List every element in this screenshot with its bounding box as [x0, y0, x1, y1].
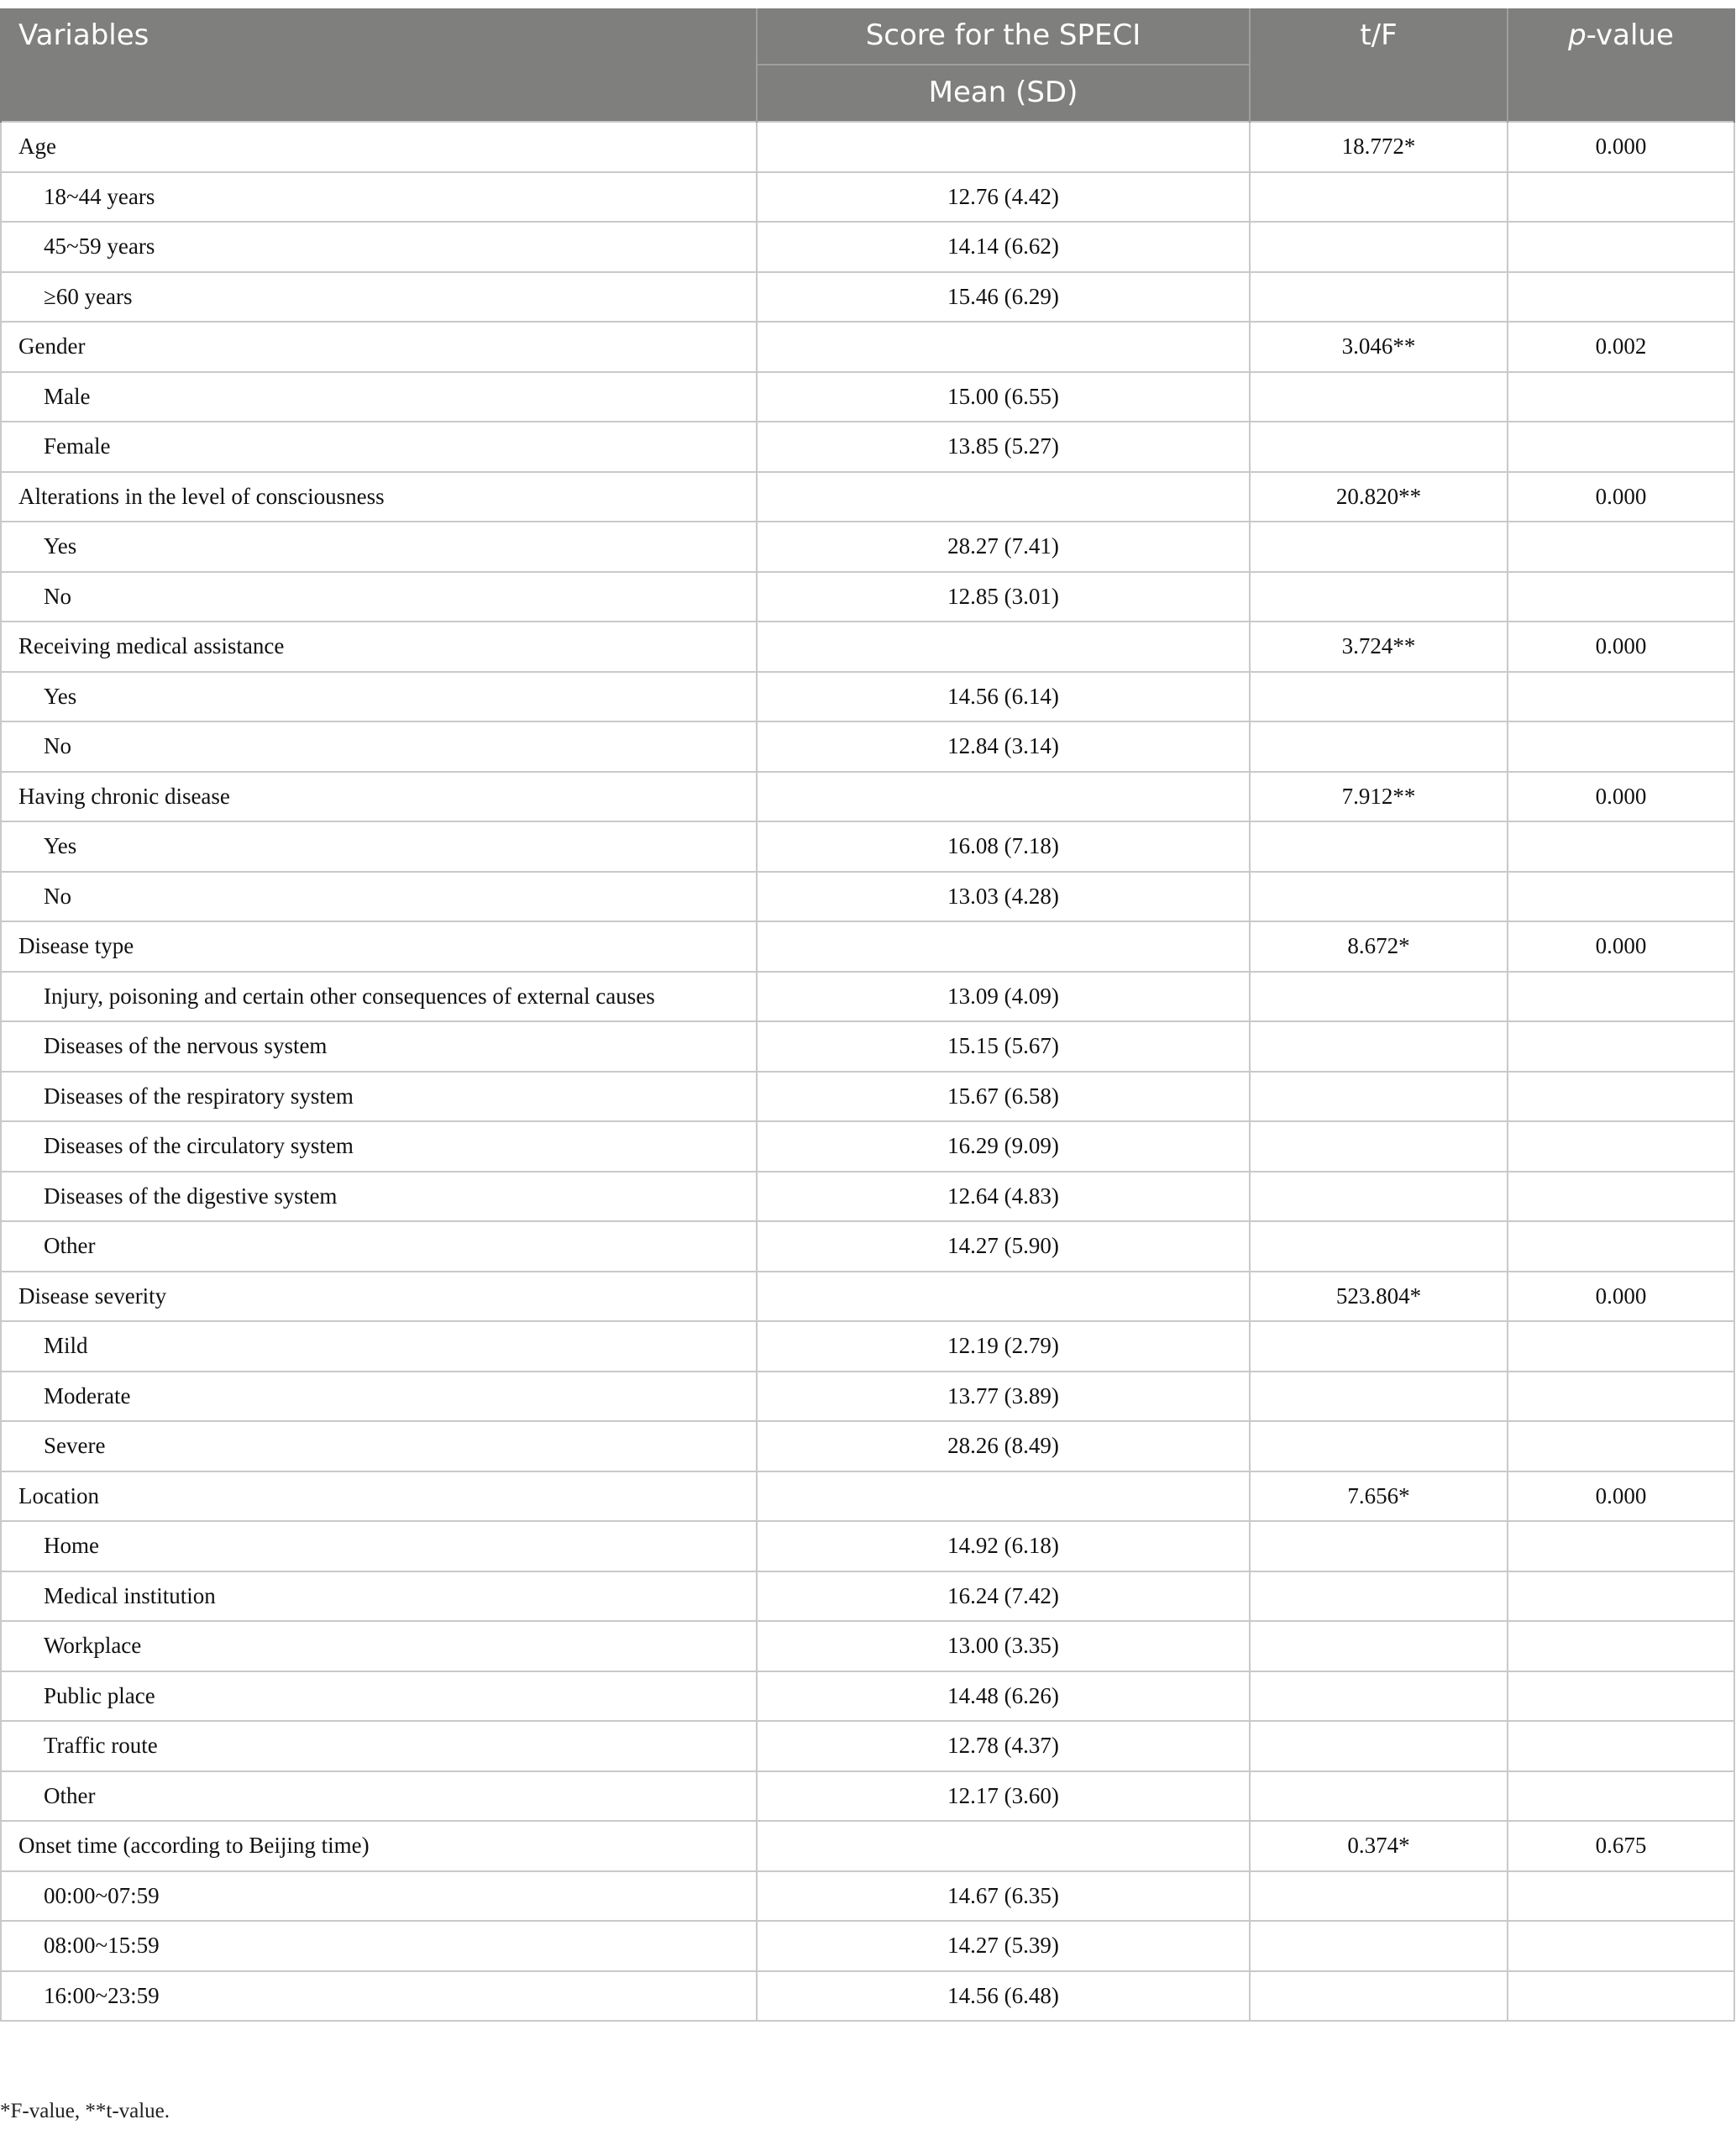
- tf-value: [1250, 1571, 1508, 1622]
- tf-value: 7.912**: [1250, 772, 1508, 822]
- table-row: [1, 1021, 1734, 1072]
- subcategory-label: Medical institution: [1, 1571, 757, 1622]
- tf-value: 8.672*: [1250, 921, 1508, 972]
- header-p-rest: -value: [1586, 18, 1674, 52]
- score-mean-sd: 28.27 (7.41): [757, 522, 1250, 572]
- p-value: [1508, 1021, 1734, 1072]
- p-value: [1508, 972, 1734, 1022]
- score-mean-sd: 28.26 (8.49): [757, 1421, 1250, 1471]
- p-value: [1508, 1521, 1734, 1571]
- tf-value: [1250, 672, 1508, 722]
- subcategory-label: Yes: [1, 522, 757, 572]
- tf-value: [1250, 1521, 1508, 1571]
- tf-value: 523.804*: [1250, 1272, 1508, 1322]
- score-mean-sd: [757, 1272, 1250, 1322]
- p-value: 0.000: [1508, 1272, 1734, 1322]
- tf-value: 3.724**: [1250, 622, 1508, 672]
- p-value: [1508, 1671, 1734, 1722]
- score-mean-sd: [757, 921, 1250, 972]
- table-footnote: *F-value, **t-value.: [0, 2100, 170, 2122]
- score-mean-sd: 13.03 (4.28): [757, 872, 1250, 922]
- p-value: [1508, 272, 1734, 323]
- p-value: 0.002: [1508, 322, 1734, 372]
- tf-value: [1250, 1121, 1508, 1172]
- speci-score-table: [0, 8, 1735, 2022]
- p-value: [1508, 1421, 1734, 1471]
- p-value: [1508, 672, 1734, 722]
- subcategory-label: Male: [1, 372, 757, 422]
- score-mean-sd: 15.46 (6.29): [757, 272, 1250, 323]
- header-mean-sd: Mean (SD): [757, 65, 1250, 122]
- tf-value: [1250, 1721, 1508, 1771]
- tf-value: [1250, 1021, 1508, 1072]
- score-mean-sd: 14.92 (6.18): [757, 1521, 1250, 1571]
- header-score: Score for the SPECI: [757, 8, 1250, 65]
- table-row: [1, 272, 1734, 323]
- p-value: 0.000: [1508, 1471, 1734, 1522]
- table-row: [1, 1421, 1734, 1471]
- p-value: [1508, 1221, 1734, 1272]
- table-row: [1, 172, 1734, 223]
- table-row: [1, 372, 1734, 422]
- subcategory-label: Public place: [1, 1671, 757, 1722]
- score-mean-sd: 12.64 (4.83): [757, 1172, 1250, 1222]
- subcategory-label: Home: [1, 1521, 757, 1571]
- subcategory-label: Traffic route: [1, 1721, 757, 1771]
- p-value: [1508, 721, 1734, 772]
- score-mean-sd: [757, 1821, 1250, 1871]
- subcategory-label: No: [1, 872, 757, 922]
- table-row: [1, 921, 1734, 972]
- table-row: [1, 1821, 1734, 1871]
- tf-value: [1250, 1321, 1508, 1372]
- table-row: [1, 1621, 1734, 1671]
- score-mean-sd: 13.77 (3.89): [757, 1372, 1250, 1422]
- table-row: [1, 1372, 1734, 1422]
- score-mean-sd: 12.19 (2.79): [757, 1321, 1250, 1372]
- p-value: [1508, 821, 1734, 872]
- variable-label: Having chronic disease: [1, 772, 757, 822]
- tf-value: [1250, 1221, 1508, 1272]
- tf-value: [1250, 172, 1508, 223]
- table-row: [1, 672, 1734, 722]
- tf-value: [1250, 721, 1508, 772]
- table-row: [1, 872, 1734, 922]
- p-value: [1508, 1571, 1734, 1622]
- tf-value: [1250, 422, 1508, 472]
- table-row: [1, 1771, 1734, 1822]
- tf-value: [1250, 522, 1508, 572]
- table-row: [1, 522, 1734, 572]
- header-tf: t/F: [1250, 8, 1508, 122]
- p-value: [1508, 1971, 1734, 2022]
- subcategory-label: No: [1, 572, 757, 622]
- p-value: [1508, 1871, 1734, 1922]
- score-mean-sd: 12.78 (4.37): [757, 1721, 1250, 1771]
- tf-value: [1250, 1372, 1508, 1422]
- score-mean-sd: 14.27 (5.39): [757, 1921, 1250, 1971]
- p-value: [1508, 572, 1734, 622]
- table-row: [1, 1221, 1734, 1272]
- score-mean-sd: 14.67 (6.35): [757, 1871, 1250, 1922]
- tf-value: [1250, 972, 1508, 1022]
- score-mean-sd: [757, 122, 1250, 172]
- subcategory-label: Yes: [1, 672, 757, 722]
- variable-label: Alterations in the level of consciousness: [1, 472, 757, 522]
- table-row: [1, 122, 1734, 172]
- table-row: [1, 1471, 1734, 1522]
- table-row: [1, 222, 1734, 272]
- subcategory-label: Workplace: [1, 1621, 757, 1671]
- table-row: [1, 1072, 1734, 1122]
- table-row: [1, 1172, 1734, 1222]
- p-value: [1508, 1121, 1734, 1172]
- subcategory-label: 00:00~07:59: [1, 1871, 757, 1922]
- p-value: [1508, 222, 1734, 272]
- p-value: [1508, 1372, 1734, 1422]
- table-container: [0, 8, 1736, 2022]
- score-mean-sd: 14.27 (5.90): [757, 1221, 1250, 1272]
- subcategory-label: Severe: [1, 1421, 757, 1471]
- p-value: [1508, 1621, 1734, 1671]
- subcategory-label: ≥60 years: [1, 272, 757, 323]
- p-value: 0.000: [1508, 472, 1734, 522]
- table-header: [1, 8, 1734, 122]
- subcategory-label: Mild: [1, 1321, 757, 1372]
- p-value: [1508, 1921, 1734, 1971]
- subcategory-label: Diseases of the respiratory system: [1, 1072, 757, 1122]
- score-mean-sd: 16.24 (7.42): [757, 1571, 1250, 1622]
- table-row: [1, 1272, 1734, 1322]
- score-mean-sd: 14.56 (6.48): [757, 1971, 1250, 2022]
- score-mean-sd: 12.76 (4.42): [757, 172, 1250, 223]
- p-value: [1508, 872, 1734, 922]
- score-mean-sd: 13.09 (4.09): [757, 972, 1250, 1022]
- subcategory-label: Diseases of the nervous system: [1, 1021, 757, 1072]
- tf-value: 7.656*: [1250, 1471, 1508, 1522]
- tf-value: [1250, 821, 1508, 872]
- score-mean-sd: 12.17 (3.60): [757, 1771, 1250, 1822]
- score-mean-sd: [757, 322, 1250, 372]
- p-value: [1508, 1172, 1734, 1222]
- table-row: [1, 472, 1734, 522]
- table-row: [1, 1521, 1734, 1571]
- table-row: [1, 772, 1734, 822]
- score-mean-sd: 16.29 (9.09): [757, 1121, 1250, 1172]
- table-row: [1, 1871, 1734, 1922]
- subcategory-label: Female: [1, 422, 757, 472]
- score-mean-sd: [757, 1471, 1250, 1522]
- p-value: [1508, 372, 1734, 422]
- p-value: 0.000: [1508, 772, 1734, 822]
- variable-label: Onset time (according to Beijing time): [1, 1821, 757, 1871]
- variable-label: Receiving medical assistance: [1, 622, 757, 672]
- table-row: [1, 1321, 1734, 1372]
- table-row: [1, 1121, 1734, 1172]
- tf-value: [1250, 1172, 1508, 1222]
- header-p-value: [1508, 8, 1734, 122]
- subcategory-label: Other: [1, 1771, 757, 1822]
- score-mean-sd: [757, 772, 1250, 822]
- table-row: [1, 721, 1734, 772]
- p-value: 0.000: [1508, 921, 1734, 972]
- subcategory-label: Other: [1, 1221, 757, 1272]
- table-body: [1, 122, 1734, 2021]
- table-row: [1, 1721, 1734, 1771]
- score-mean-sd: 16.08 (7.18): [757, 821, 1250, 872]
- table-row: [1, 422, 1734, 472]
- tf-value: [1250, 1621, 1508, 1671]
- score-mean-sd: [757, 622, 1250, 672]
- subcategory-label: Injury, poisoning and certain other consequences of external causes: [1, 972, 757, 1022]
- score-mean-sd: 15.00 (6.55): [757, 372, 1250, 422]
- p-value: [1508, 1072, 1734, 1122]
- tf-value: [1250, 1771, 1508, 1822]
- tf-value: [1250, 572, 1508, 622]
- subcategory-label: Diseases of the circulatory system: [1, 1121, 757, 1172]
- tf-value: 0.374*: [1250, 1821, 1508, 1871]
- header-p-italic: p: [1568, 18, 1587, 52]
- subcategory-label: Moderate: [1, 1372, 757, 1422]
- p-value: [1508, 1771, 1734, 1822]
- table-row: [1, 1671, 1734, 1722]
- tf-value: [1250, 1921, 1508, 1971]
- subcategory-label: 18~44 years: [1, 172, 757, 223]
- table-row: [1, 572, 1734, 622]
- tf-value: [1250, 1072, 1508, 1122]
- p-value: [1508, 422, 1734, 472]
- p-value: [1508, 522, 1734, 572]
- subcategory-label: Diseases of the digestive system: [1, 1172, 757, 1222]
- p-value: [1508, 1721, 1734, 1771]
- table-row: [1, 1971, 1734, 2022]
- score-mean-sd: 14.14 (6.62): [757, 222, 1250, 272]
- table-row: [1, 1571, 1734, 1622]
- variable-label: Disease type: [1, 921, 757, 972]
- score-mean-sd: 12.84 (3.14): [757, 721, 1250, 772]
- score-mean-sd: 14.56 (6.14): [757, 672, 1250, 722]
- tf-value: [1250, 1971, 1508, 2022]
- score-mean-sd: 13.00 (3.35): [757, 1621, 1250, 1671]
- tf-value: [1250, 272, 1508, 323]
- variable-label: Age: [1, 122, 757, 172]
- score-mean-sd: [757, 472, 1250, 522]
- p-value: 0.000: [1508, 622, 1734, 672]
- tf-value: [1250, 1421, 1508, 1471]
- tf-value: [1250, 1671, 1508, 1722]
- subcategory-label: 45~59 years: [1, 222, 757, 272]
- p-value: 0.675: [1508, 1821, 1734, 1871]
- tf-value: 20.820**: [1250, 472, 1508, 522]
- header-variables: Variables: [1, 8, 757, 122]
- tf-value: [1250, 222, 1508, 272]
- tf-value: [1250, 372, 1508, 422]
- subcategory-label: 08:00~15:59: [1, 1921, 757, 1971]
- table-row: [1, 1921, 1734, 1971]
- p-value: 0.000: [1508, 122, 1734, 172]
- subcategory-label: 16:00~23:59: [1, 1971, 757, 2022]
- p-value: [1508, 172, 1734, 223]
- tf-value: 18.772*: [1250, 122, 1508, 172]
- tf-value: [1250, 1871, 1508, 1922]
- table-row: [1, 622, 1734, 672]
- subcategory-label: No: [1, 721, 757, 772]
- score-mean-sd: 14.48 (6.26): [757, 1671, 1250, 1722]
- tf-value: 3.046**: [1250, 322, 1508, 372]
- variable-label: Location: [1, 1471, 757, 1522]
- variable-label: Disease severity: [1, 1272, 757, 1322]
- table-row: [1, 821, 1734, 872]
- score-mean-sd: 15.67 (6.58): [757, 1072, 1250, 1122]
- table-row: [1, 972, 1734, 1022]
- subcategory-label: Yes: [1, 821, 757, 872]
- table-row: [1, 322, 1734, 372]
- variable-label: Gender: [1, 322, 757, 372]
- score-mean-sd: 12.85 (3.01): [757, 572, 1250, 622]
- score-mean-sd: 13.85 (5.27): [757, 422, 1250, 472]
- tf-value: [1250, 872, 1508, 922]
- p-value: [1508, 1321, 1734, 1372]
- score-mean-sd: 15.15 (5.67): [757, 1021, 1250, 1072]
